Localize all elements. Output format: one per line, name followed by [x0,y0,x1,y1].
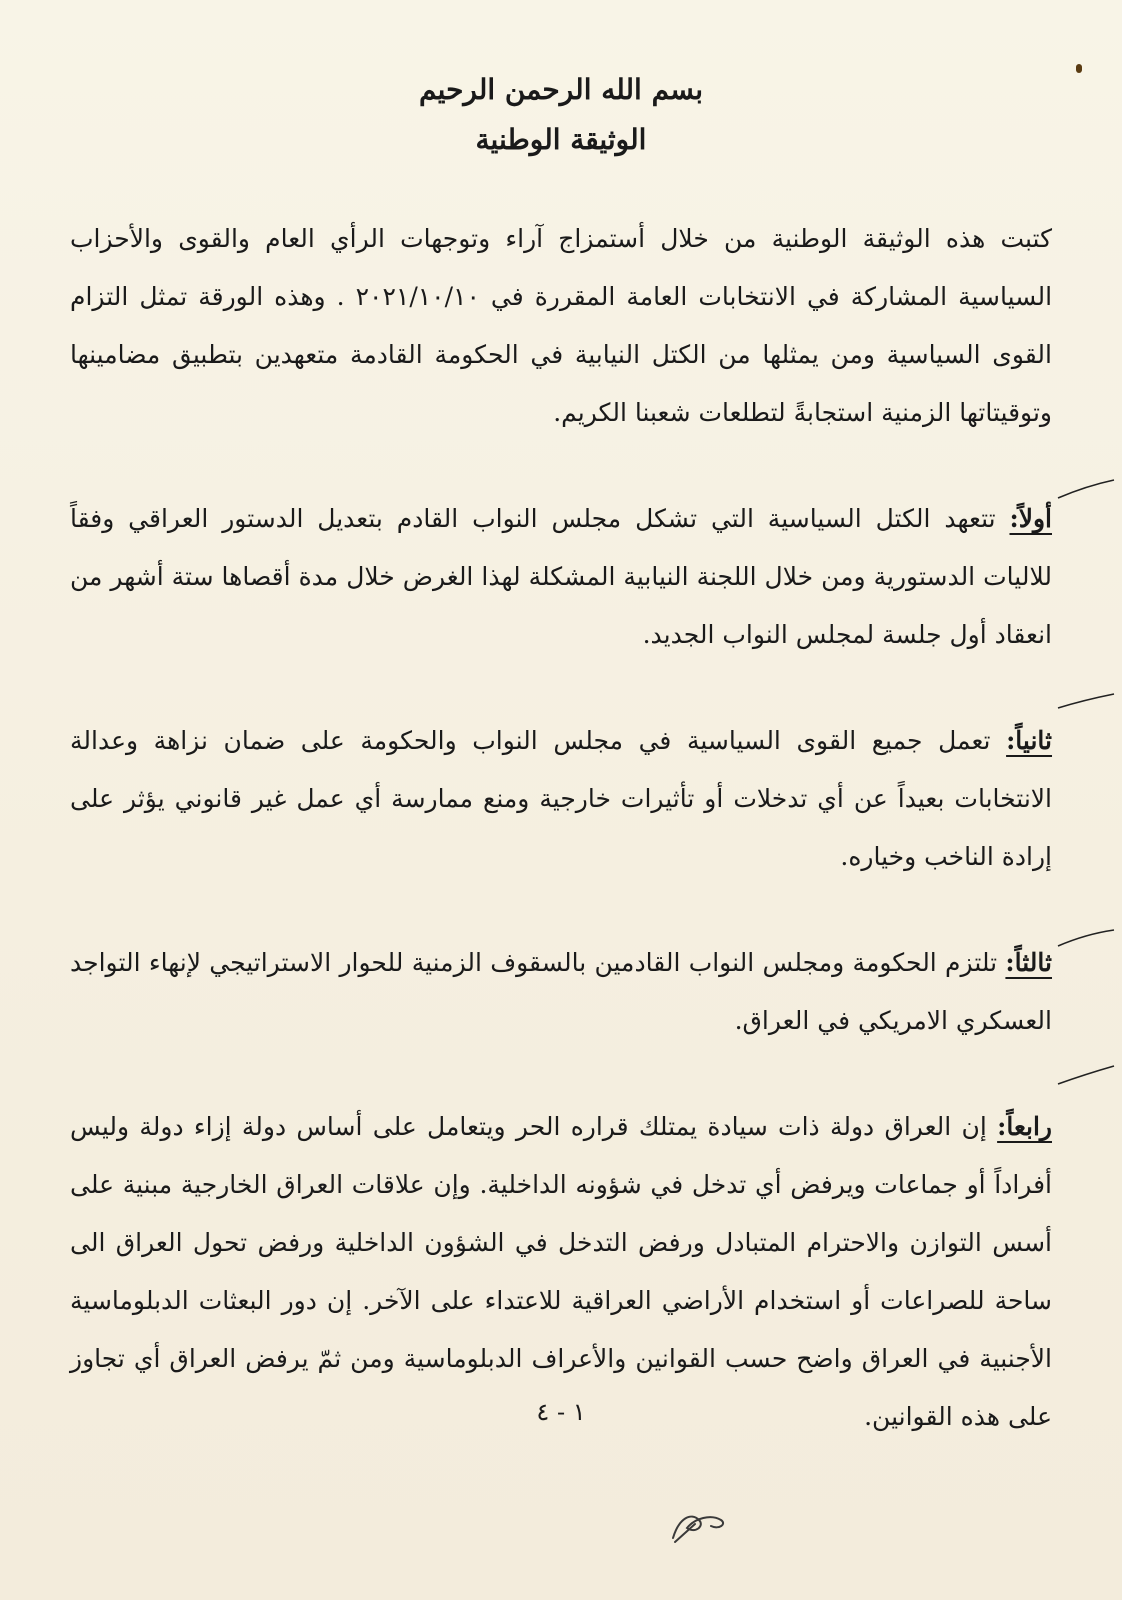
section-label: ثانياً: [1006,726,1053,755]
section-text: تلتزم الحكومة ومجلس النواب القادمين بالسقوف الزمنية للحوار الاستراتيجي لإنهاء التواجد العسكري الامريكي في العراق. [70,948,1052,1035]
section-text: تعمل جميع القوى السياسية في مجلس النواب والحكومة على ضمان نزاهة وعدالة الانتخابات بعيداً عن أي تدخلات أو تأثيرات خارجية ومنع ممارسة أي عمل غير قانوني يؤثر على إرادة الناخب وخياره. [70,726,1052,871]
section-text: إن العراق دولة ذات سيادة يمتلك قراره الحر ويتعامل على أساس دولة إزاء دولة وليس أفراداً أو جماعات ويرفض أي تدخل في شؤونه الداخلية. وإن علاقات العراق الخارجية مبنية على أسس التوازن والاحترام المتبادل ورفض التدخل في الشؤون الداخلية ورفض تحول العراق الى ساحة للصراعات أو استخدام الأراضي العراقية للاعتداء على الآخر. إن دور البعثات الدبلوماسية الأجنبية في العراق واضح حسب القوانين والأعراف الدبلوماسية ومن ثمّ يرفض العراق أي تجاوز على هذه القوانين. [70,1112,1052,1431]
section-second [70,712,1052,886]
section-first [70,490,1052,664]
document-header [0,70,1122,160]
margin-stroke-mark [1056,926,1116,950]
document-title: الوثيقة الوطنية [475,123,647,156]
section-text: تتعهد الكتل السياسية التي تشكل مجلس النواب القادم بتعديل الدستور العراقي وفقاً للاليات الدستورية ومن خلال اللجنة النيابية المشكلة لهذا الغرض خلال مدة أقصاها ستة أشهر من انعقاد أول جلسة لمجلس النواب الجديد. [70,504,1052,649]
intro-paragraph: كتبت هذه الوثيقة الوطنية من خلال أستمزاج آراء وتوجهات الرأي العام والقوى والأحزاب السياسية المشاركة في الانتخابات العامة المقررة في ٢٠٢١/١٠/١٠ . وهذه الورقة تمثل التزام القوى السياسية ومن يمثلها من الكتل النيابية في الحكومة القادمة متعهدين بتطبيق مضامينها وتوقيتاتها الزمنية استجابةً لتطلعات شعبنا الكريم. [70,224,1053,427]
section-label: رابعاً: [997,1112,1052,1141]
section-third [70,934,1052,1050]
document-body [70,210,1052,1494]
section-label: ثالثاً: [1005,948,1052,977]
section-label: أولاً: [1009,504,1052,533]
margin-stroke-mark [1056,478,1116,502]
page-number: ١ - ٤ [536,1398,586,1426]
section-fourth [70,1098,1052,1446]
basmala: بسم الله الرحمن الرحيم [419,73,703,106]
margin-stroke-mark [1056,1064,1116,1088]
margin-stroke-mark [1056,690,1116,714]
signature-initials [665,1498,735,1548]
